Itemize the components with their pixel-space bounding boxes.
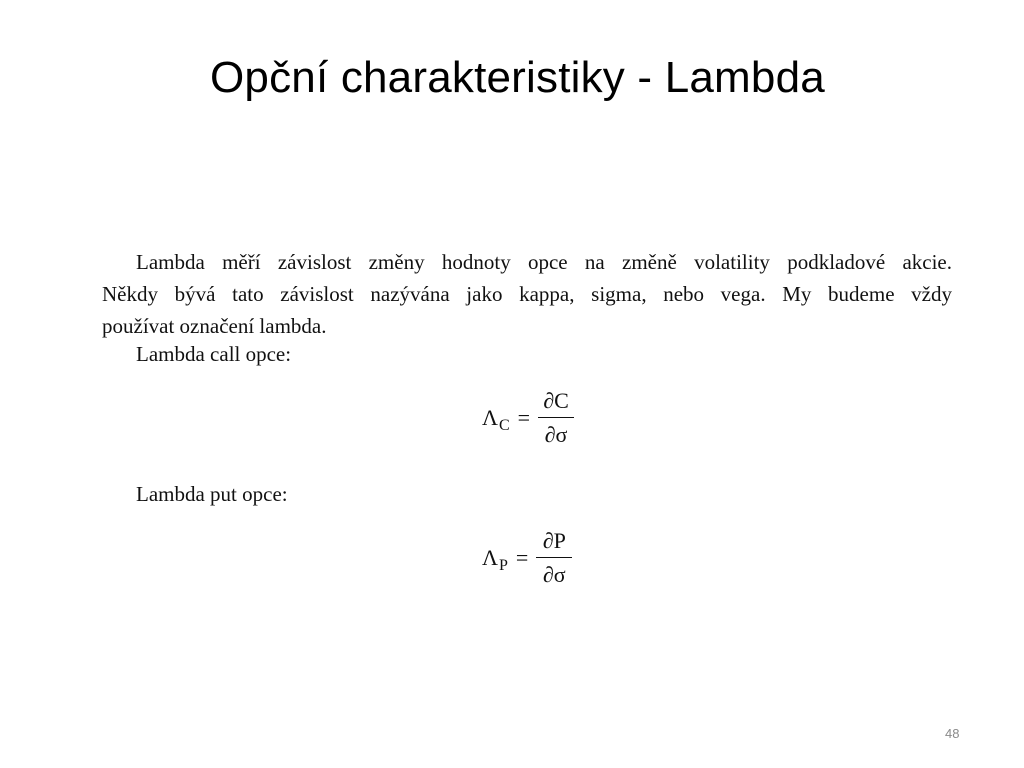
lambda-call-formula (482, 388, 574, 448)
formula-subscript: C (498, 417, 510, 435)
formula-subscript: P (498, 557, 508, 575)
fraction (536, 528, 572, 588)
scanned-paragraph (102, 246, 952, 342)
call-label: Lambda call opce: (136, 342, 292, 366)
lambda-symbol: Λ (482, 405, 498, 431)
put-label: Lambda put opce: (136, 482, 288, 506)
paragraph-line: používat označení lambda. (102, 314, 327, 338)
lambda-symbol: Λ (482, 545, 498, 571)
formula-lhs (482, 405, 510, 435)
lambda-put-formula (482, 528, 572, 588)
fraction-denominator: ∂σ (542, 562, 566, 588)
slide-title: Opční charakteristiky - Lambda (210, 53, 825, 102)
fraction-numerator: ∂P (542, 528, 566, 553)
fraction (538, 388, 574, 448)
paragraph-line: Lambda měří závislost změny hodnoty opce na změně volatility podkladové akcie. (136, 250, 952, 274)
fraction-denominator: ∂σ (544, 422, 568, 448)
paragraph-line: Někdy bývá tato závislost nazývána jako kappa, sigma, nebo vega. My budeme vždy (102, 282, 952, 306)
equals-sign: = (517, 405, 531, 431)
page-number: 48 (945, 726, 960, 741)
fraction-numerator: ∂C (543, 388, 569, 413)
equals-sign: = (515, 545, 529, 571)
formula-lhs (482, 545, 508, 575)
